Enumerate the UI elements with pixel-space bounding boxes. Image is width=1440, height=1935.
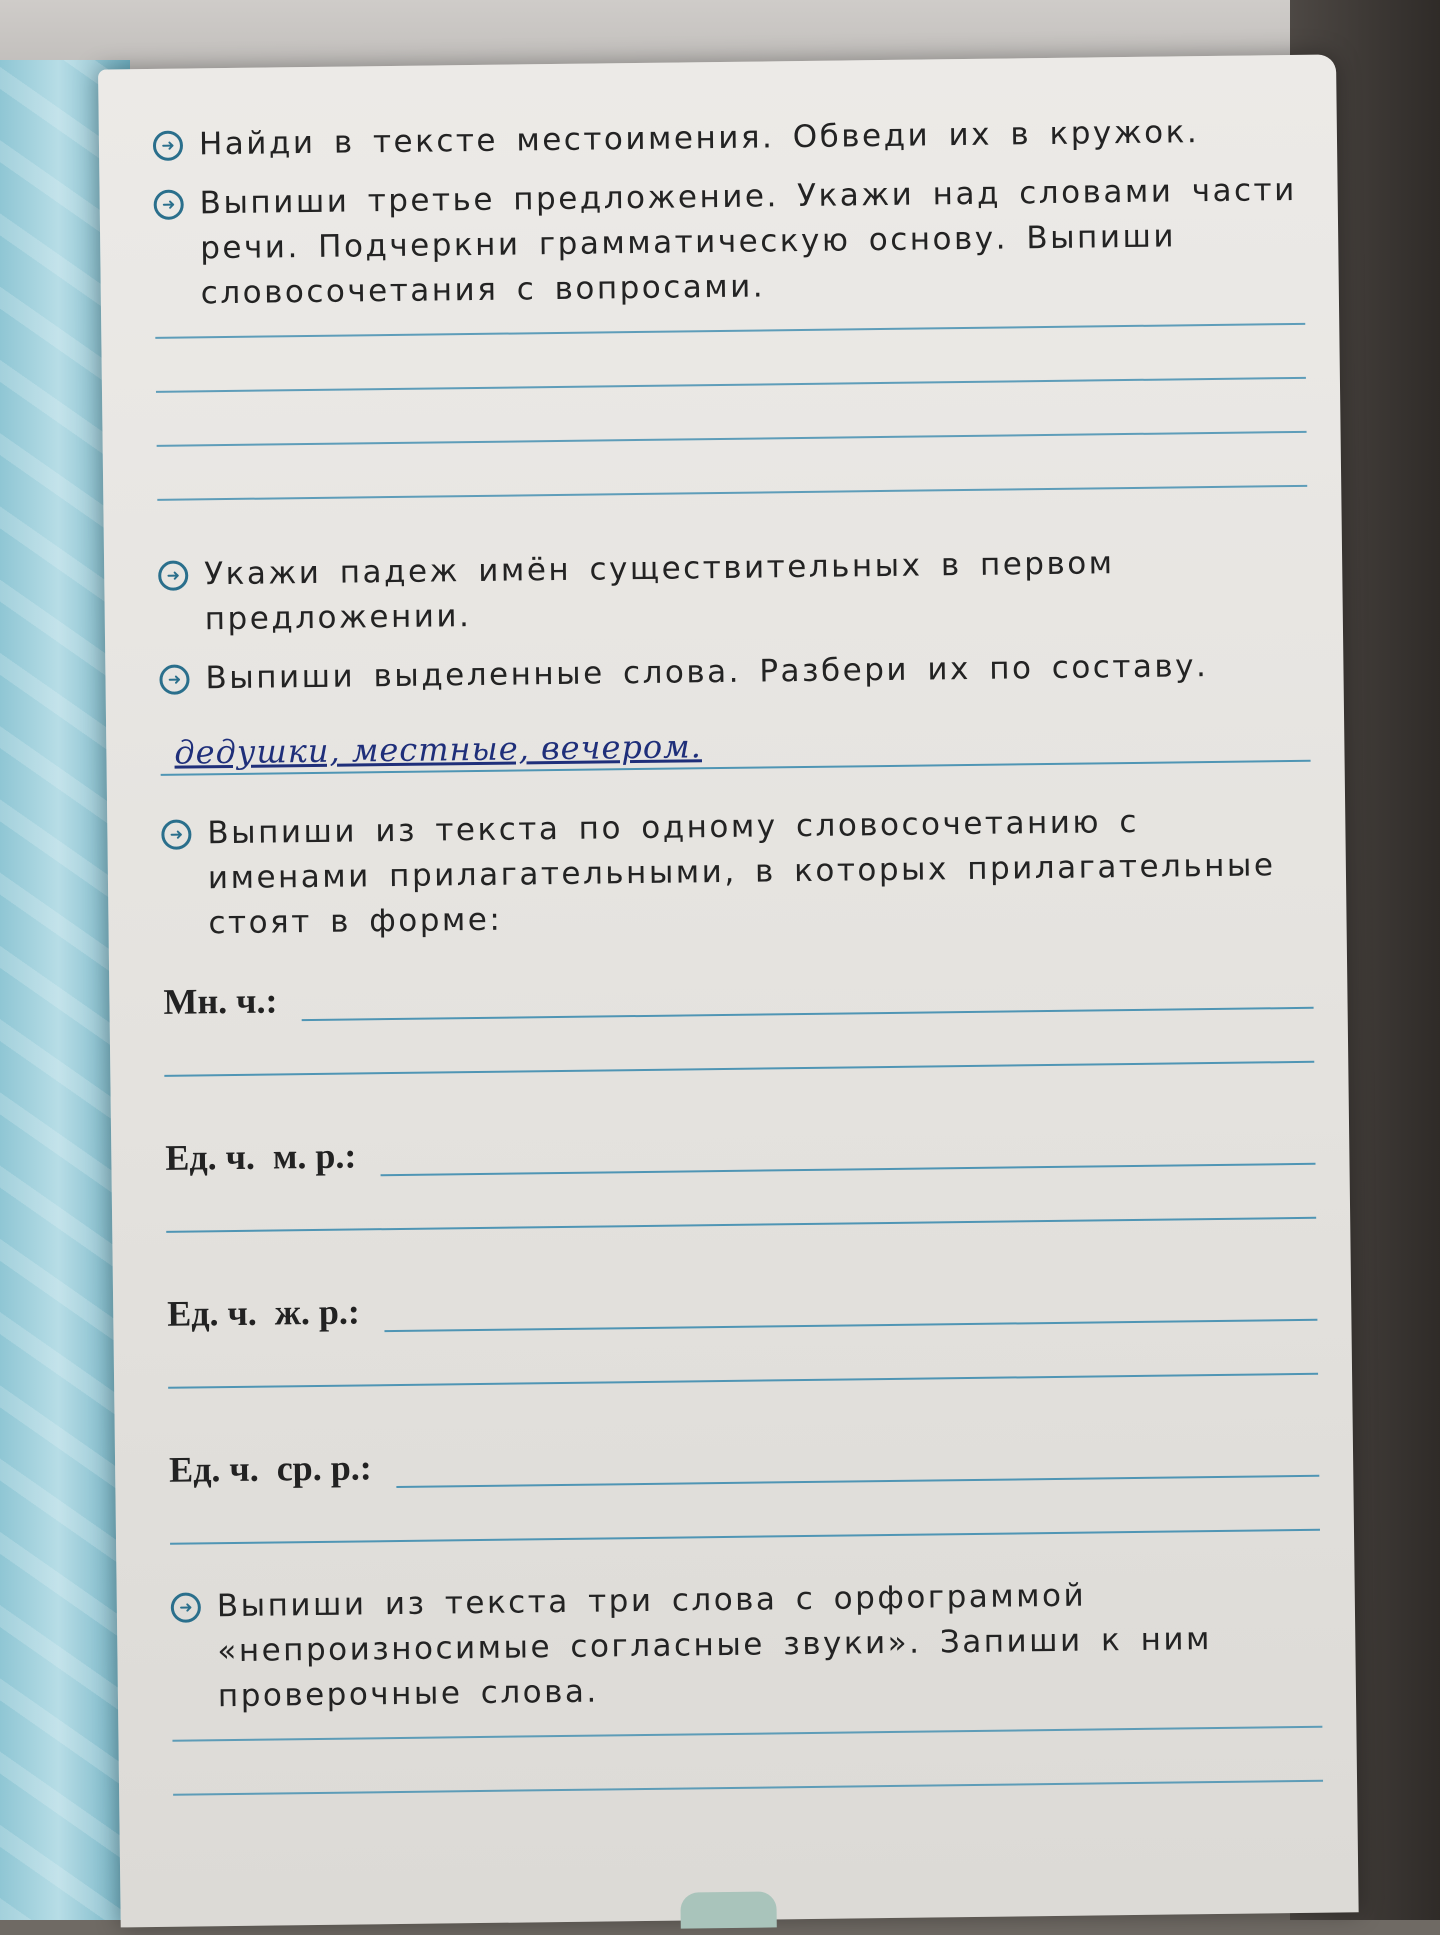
- task-text: Выпиши из текста по одному словосочетанию с именами прилагательными, в которых прилагательные стоят в форме:: [207, 803, 1276, 942]
- arrow-right-circle-icon: ➜: [154, 190, 184, 220]
- task-silent-consonants: [171, 1571, 1323, 1720]
- page-content: [153, 109, 1324, 1848]
- task-find-pronouns: [153, 109, 1303, 168]
- answer-line[interactable]: [380, 1143, 1315, 1176]
- form-row-masculine: [165, 1103, 1316, 1179]
- arrow-right-circle-icon: ➜: [161, 819, 191, 849]
- task-text: Найди в тексте местоимения. Обведи их в кружок.: [198, 114, 1200, 163]
- arrow-right-circle-icon: ➜: [158, 560, 188, 590]
- form-row-neuter: [169, 1415, 1320, 1491]
- form-label: Ед. ч. ср. р.:: [168, 1447, 372, 1490]
- task-text: Укажи падеж имён существительных в первом предложении.: [204, 545, 1115, 638]
- answer-lines: [172, 1726, 1323, 1796]
- answer-line[interactable]: [170, 1529, 1320, 1545]
- answer-line[interactable]: [157, 485, 1307, 501]
- task-third-sentence: [153, 168, 1305, 317]
- answer-line[interactable]: [155, 323, 1305, 339]
- task-adjective-phrases: [161, 798, 1313, 947]
- answer-lines: [155, 323, 1307, 501]
- answer-line[interactable]: [166, 1217, 1316, 1233]
- answer-line[interactable]: [396, 1455, 1320, 1488]
- answer-line[interactable]: [172, 1726, 1322, 1742]
- task-text: Выпиши третье предложение. Укажи над словами части речи. Подчеркни грамматическую основу. Выпиши словосочетания с вопросами.: [199, 171, 1297, 312]
- answer-line[interactable]: [173, 1780, 1323, 1796]
- arrow-right-circle-icon: ➜: [159, 664, 189, 694]
- page-number-tab: [680, 1891, 776, 1928]
- task-text: Выпиши из текста три слова с орфограммой «непроизносимые согласные звуки». Запиши к ним проверочные слова.: [216, 1577, 1213, 1715]
- answer-line[interactable]: [164, 1061, 1314, 1077]
- task-noun-case: [158, 539, 1309, 643]
- task-text: Выпиши выделенные слова. Разбери их по составу.: [205, 648, 1209, 697]
- handwritten-answer: дедушки, местные, вечером.: [174, 727, 703, 772]
- task-word-structure: [159, 643, 1309, 702]
- form-label: Ед. ч. ж. р.:: [167, 1291, 361, 1334]
- form-label: Мн. ч.:: [163, 980, 278, 1022]
- answer-line[interactable]: [157, 431, 1307, 447]
- workbook-page: [98, 54, 1359, 1927]
- form-row-plural: [163, 947, 1314, 1023]
- answer-line[interactable]: [168, 1373, 1318, 1389]
- answer-line[interactable]: [301, 987, 1313, 1021]
- form-row-feminine: [167, 1259, 1318, 1335]
- answer-line-filled[interactable]: [160, 702, 1311, 776]
- answer-line[interactable]: [156, 377, 1306, 393]
- form-label: Ед. ч. м. р.:: [165, 1135, 357, 1178]
- arrow-right-circle-icon: ➜: [171, 1592, 201, 1622]
- arrow-right-circle-icon: ➜: [153, 131, 183, 161]
- answer-line[interactable]: [384, 1299, 1318, 1332]
